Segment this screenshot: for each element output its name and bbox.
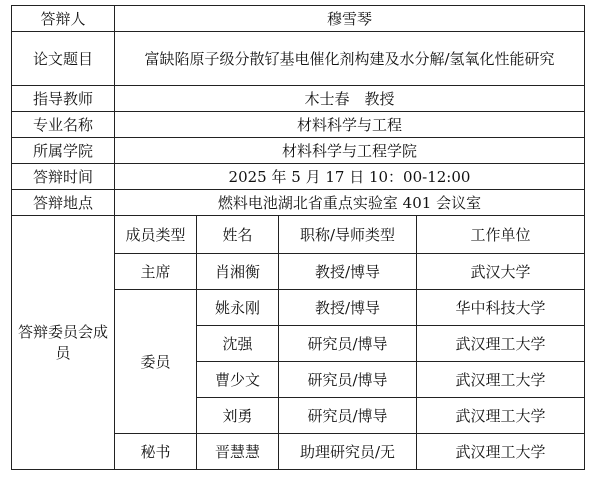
member-title: 研究员/博导 <box>279 362 417 398</box>
member-title: 教授/博导 <box>279 254 417 290</box>
member-unit: 武汉理工大学 <box>417 398 585 434</box>
member-unit: 武汉理工大学 <box>417 362 585 398</box>
member-type-members: 委员 <box>115 290 197 434</box>
school-label: 所属学院 <box>12 138 115 164</box>
row-thesis-title <box>12 32 585 86</box>
member-name: 沈强 <box>197 326 279 362</box>
row-defender <box>12 6 585 32</box>
header-name: 姓名 <box>197 216 279 254</box>
member-name: 姚永刚 <box>197 290 279 326</box>
member-name: 晋慧慧 <box>197 434 279 470</box>
member-unit: 武汉理工大学 <box>417 326 585 362</box>
defense-location-label: 答辩地点 <box>12 190 115 216</box>
thesis-title-value: 富缺陷原子级分散钌基电催化剂构建及水分解/氢氧化性能研究 <box>115 32 585 86</box>
member-title: 研究员/博导 <box>279 326 417 362</box>
row-defense-time <box>12 164 585 190</box>
member-title: 助理研究员/无 <box>279 434 417 470</box>
major-label: 专业名称 <box>12 112 115 138</box>
row-major <box>12 112 585 138</box>
committee-label: 答辩委员会成员 <box>12 216 115 470</box>
row-advisor <box>12 86 585 112</box>
defender-value: 穆雪琴 <box>115 6 585 32</box>
member-unit: 武汉理工大学 <box>417 434 585 470</box>
defense-info-table <box>11 5 585 470</box>
row-defense-location <box>12 190 585 216</box>
header-unit: 工作单位 <box>417 216 585 254</box>
member-name: 曹少文 <box>197 362 279 398</box>
member-name: 肖湘衡 <box>197 254 279 290</box>
member-title: 教授/博导 <box>279 290 417 326</box>
member-title: 研究员/博导 <box>279 398 417 434</box>
member-type-chair: 主席 <box>115 254 197 290</box>
defense-time-label: 答辩时间 <box>12 164 115 190</box>
member-name: 刘勇 <box>197 398 279 434</box>
advisor-label: 指导教师 <box>12 86 115 112</box>
thesis-title-label: 论文题目 <box>12 32 115 86</box>
major-value: 材料科学与工程 <box>115 112 585 138</box>
advisor-value: 木士春 教授 <box>115 86 585 112</box>
member-type-secretary: 秘书 <box>115 434 197 470</box>
row-school <box>12 138 585 164</box>
member-unit: 武汉大学 <box>417 254 585 290</box>
defense-time-value: 2025 年 5 月 17 日 10：00-12:00 <box>115 164 585 190</box>
committee-header-row <box>12 216 585 254</box>
member-unit: 华中科技大学 <box>417 290 585 326</box>
defender-label: 答辩人 <box>12 6 115 32</box>
header-title: 职称/导师类型 <box>279 216 417 254</box>
school-value: 材料科学与工程学院 <box>115 138 585 164</box>
defense-location-value: 燃料电池湖北省重点实验室 401 会议室 <box>115 190 585 216</box>
header-member-type: 成员类型 <box>115 216 197 254</box>
